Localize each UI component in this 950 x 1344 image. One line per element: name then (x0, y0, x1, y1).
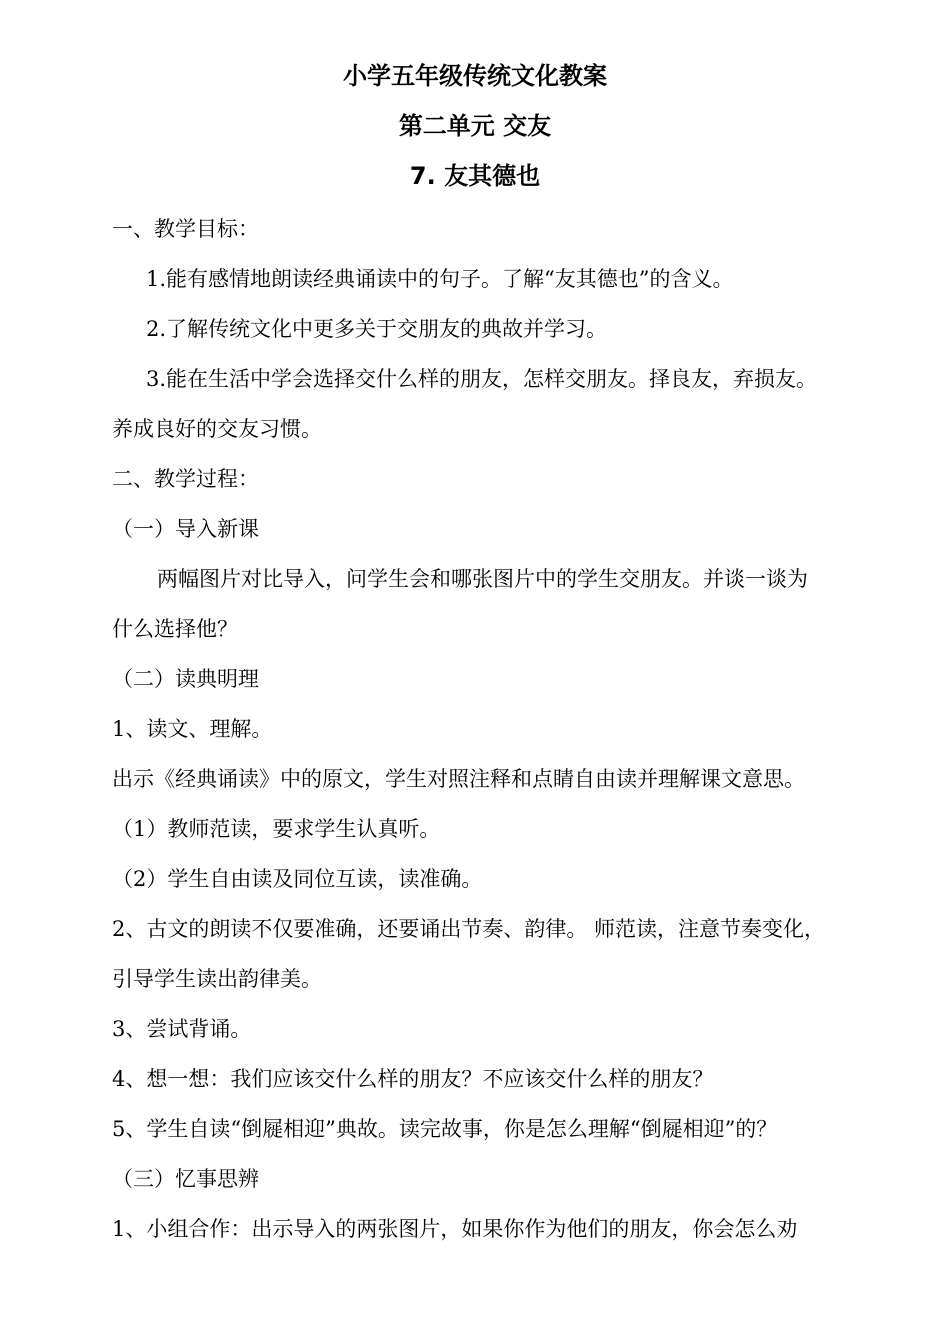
paragraph-line: 什么选择他？ (112, 617, 238, 641)
unit-heading: 第二单元 交友 (398, 112, 552, 140)
goal-item-3: 3.能在生活中学会选择交什么样的朋友，怎样交朋友。择良友，弃损友。 (146, 367, 818, 391)
list-item: 5、学生自读“倒屣相迎”典故。读完故事，你是怎么理解“倒屣相迎”的？ (112, 1117, 778, 1141)
section-heading-goals: 一、教学目标： (112, 217, 259, 241)
document-title: 小学五年级传统文化教案 (343, 62, 607, 90)
list-item: 2、古文的朗读不仅要准确，还要诵出节奏、韵律。 师范读，注意节奏变化， (112, 917, 826, 941)
paragraph-line: 出示《经典诵读》中的原文，学生对照注释和点睛自由读并理解课文意思。 (112, 767, 805, 791)
subsection-heading-reflection: （三）忆事思辨 (112, 1167, 259, 1191)
goal-item-2: 2.了解传统文化中更多关于交朋友的典故并学习。 (146, 317, 608, 341)
list-item: （2）学生自由读及同位互读，读准确。 (112, 867, 483, 891)
list-item: 1、读文、理解。 (112, 717, 273, 741)
subsection-heading-intro: （一）导入新课 (112, 517, 259, 541)
paragraph-line: 引导学生读出韵律美。 (112, 967, 322, 991)
list-item: （1）教师范读，要求学生认真听。 (112, 817, 441, 841)
list-item: 1、小组合作：出示导入的两张图片，如果你作为他们的朋友，你会怎么劝 (112, 1217, 798, 1241)
list-item: 4、想一想：我们应该交什么样的朋友？不应该交什么样的朋友？ (112, 1067, 714, 1091)
section-heading-process: 二、教学过程： (112, 467, 259, 491)
lesson-heading: 7. 友其德也 (409, 162, 541, 190)
goal-item-3-continued: 养成良好的交友习惯。 (112, 417, 322, 441)
goal-item-1: 1.能有感情地朗读经典诵读中的句子。了解“友其德也”的含义。 (146, 267, 734, 291)
list-item: 3、尝试背诵。 (112, 1017, 252, 1041)
subsection-heading-reading: （二）读典明理 (112, 667, 259, 691)
paragraph-line: 两幅图片对比导入，问学生会和哪张图片中的学生交朋友。并谈一谈为 (157, 567, 808, 591)
